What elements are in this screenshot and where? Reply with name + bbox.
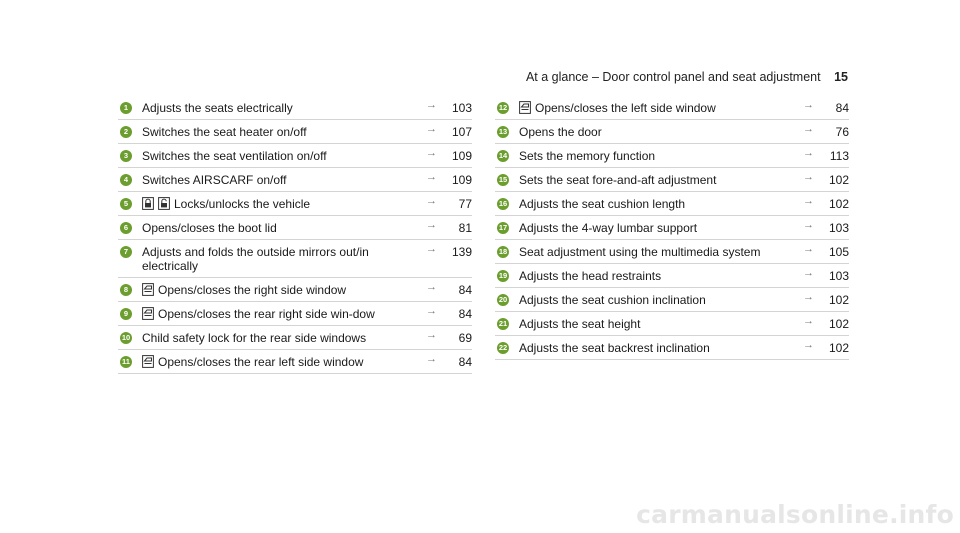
- item-description: [519, 341, 803, 355]
- item-description: [519, 245, 803, 259]
- item-page-reference[interactable]: 103: [451, 101, 472, 115]
- item-text: Locks/unlocks the vehicle: [174, 197, 311, 211]
- item-text: Opens/closes the rear right side win-dow: [158, 307, 375, 321]
- arrow-right-icon: →: [803, 315, 814, 327]
- item-text: Sets the memory function: [519, 149, 656, 163]
- item-page-reference[interactable]: 84: [458, 283, 472, 297]
- item-number-badge: 18: [498, 247, 508, 257]
- arrow-right-icon: →: [426, 195, 437, 207]
- item-number-badge: 20: [498, 295, 508, 305]
- item-number-badge: 3: [120, 150, 132, 162]
- item-description: [142, 221, 426, 235]
- item-page-reference[interactable]: 105: [828, 245, 849, 259]
- item-description: [142, 125, 426, 139]
- item-number-badge: 7: [120, 246, 132, 258]
- item-page-reference[interactable]: 113: [829, 149, 849, 163]
- item-number-badge: 12: [498, 103, 508, 113]
- item-text: Seat adjustment using the multimedia system: [519, 245, 761, 259]
- lock-icon: [142, 197, 154, 210]
- item-description: [142, 197, 426, 211]
- list-item: [495, 312, 849, 336]
- list-item: [118, 216, 472, 240]
- item-text: Adjusts the seats electrically: [142, 101, 293, 115]
- item-page-reference[interactable]: 102: [828, 341, 849, 355]
- page-header: [526, 70, 848, 84]
- item-description: [519, 149, 803, 163]
- item-page-reference[interactable]: 102: [828, 293, 849, 307]
- item-page-reference[interactable]: 103: [828, 221, 849, 235]
- list-item: [495, 144, 849, 168]
- arrow-right-icon: →: [426, 147, 437, 159]
- arrow-right-icon: →: [803, 219, 814, 231]
- item-number-badge: 21: [498, 319, 508, 329]
- item-page-reference[interactable]: 84: [835, 101, 849, 115]
- list-item: [118, 278, 472, 302]
- header-title: At a glance – Door control panel and seat adjustment: [525, 70, 821, 84]
- item-number-badge: 11: [120, 356, 132, 368]
- item-number-badge: 8: [120, 284, 132, 296]
- item-text: Sets the seat fore-and-aft adjustment: [519, 173, 717, 187]
- item-page-reference[interactable]: 109: [451, 173, 472, 187]
- list-item: [118, 240, 472, 278]
- item-number-badge: 17: [498, 223, 508, 233]
- item-text: Adjusts the seat cushion length: [519, 197, 686, 211]
- list-item: [118, 192, 472, 216]
- item-text: Adjusts the 4-way lumbar support: [519, 221, 698, 235]
- item-page-reference[interactable]: 102: [828, 173, 849, 187]
- item-number-badge: 1: [120, 102, 132, 114]
- item-description: [519, 125, 803, 139]
- arrow-right-icon: →: [803, 171, 814, 183]
- item-text: Switches the seat heater on/off: [142, 125, 307, 139]
- item-text: Opens/closes the boot lid: [142, 221, 277, 235]
- item-page-reference[interactable]: 81: [458, 221, 472, 235]
- window-icon: [142, 307, 154, 320]
- item-page-reference[interactable]: 77: [458, 197, 472, 211]
- list-item: [495, 264, 849, 288]
- item-page-reference[interactable]: 76: [835, 125, 849, 139]
- item-number-badge: 10: [121, 333, 131, 343]
- list-item: [495, 120, 849, 144]
- list-item: [118, 96, 472, 120]
- item-description: [142, 173, 426, 187]
- window-icon: [142, 283, 154, 296]
- arrow-right-icon: →: [803, 267, 814, 279]
- watermark: carmanualsonline.info: [636, 500, 954, 529]
- item-number-badge: 19: [498, 271, 508, 281]
- list-item: [118, 120, 472, 144]
- item-text: Adjusts the head restraints: [519, 269, 662, 283]
- item-text: Child safety lock for the rear side windows: [142, 331, 367, 345]
- arrow-right-icon: →: [426, 305, 437, 317]
- item-page-reference[interactable]: 139: [451, 245, 472, 259]
- arrow-right-icon: →: [426, 281, 437, 293]
- arrow-right-icon: →: [426, 171, 437, 183]
- arrow-right-icon: →: [426, 243, 437, 255]
- arrow-right-icon: →: [803, 243, 814, 255]
- item-text: Opens/closes the rear left side window: [158, 355, 364, 369]
- list-item: [495, 240, 849, 264]
- item-text: Adjusts the seat height: [519, 317, 641, 331]
- item-number-badge: 15: [498, 175, 508, 185]
- arrow-right-icon: →: [803, 147, 814, 159]
- item-page-reference[interactable]: 102: [828, 197, 849, 211]
- item-description: [519, 293, 803, 307]
- item-description: [519, 173, 803, 187]
- list-item: [495, 216, 849, 240]
- arrow-right-icon: →: [803, 99, 814, 111]
- arrow-right-icon: →: [803, 123, 814, 135]
- item-description: [142, 355, 426, 369]
- list-item: [495, 288, 849, 312]
- item-text: Opens/closes the left side window: [535, 101, 716, 115]
- item-number-badge: 5: [120, 198, 132, 210]
- item-text: Opens the door: [519, 125, 602, 139]
- item-number-badge: 6: [120, 222, 132, 234]
- item-number-badge: 4: [120, 174, 132, 186]
- item-page-reference[interactable]: 103: [828, 269, 849, 283]
- item-number-badge: 14: [498, 151, 508, 161]
- item-description: [519, 269, 803, 283]
- item-number-badge: 2: [120, 126, 132, 138]
- arrow-right-icon: →: [426, 99, 437, 111]
- item-description: [142, 245, 426, 273]
- header-page-number: 15: [834, 70, 848, 84]
- window-icon: [519, 101, 531, 114]
- item-description: [519, 221, 803, 235]
- arrow-right-icon: →: [426, 353, 437, 365]
- list-item: [495, 168, 849, 192]
- item-page-reference[interactable]: 107: [451, 125, 472, 139]
- item-description: [142, 149, 426, 163]
- item-number-badge: 13: [498, 127, 508, 137]
- item-description: [519, 101, 803, 115]
- list-item: [495, 96, 849, 120]
- item-text: Opens/closes the right side window: [158, 283, 347, 297]
- list-item: [118, 168, 472, 192]
- list-item: [118, 350, 472, 374]
- item-page-reference[interactable]: 69: [458, 331, 472, 345]
- item-number-badge: 9: [120, 308, 132, 320]
- item-text: Adjusts the seat cushion inclination: [519, 293, 706, 307]
- arrow-right-icon: →: [803, 339, 814, 351]
- arrow-right-icon: →: [426, 329, 437, 341]
- item-page-reference[interactable]: 109: [451, 149, 472, 163]
- arrow-right-icon: →: [803, 195, 814, 207]
- right-item-list: [495, 96, 849, 360]
- item-text: Adjusts the seat backrest inclination: [519, 341, 710, 355]
- item-number-badge: 22: [498, 343, 508, 353]
- list-item: [118, 302, 472, 326]
- item-description: [142, 101, 426, 115]
- arrow-right-icon: →: [426, 123, 437, 135]
- left-item-list: [118, 96, 472, 374]
- item-text: Switches the seat ventilation on/off: [142, 149, 327, 163]
- list-item: [118, 144, 472, 168]
- item-description: [519, 317, 803, 331]
- list-item: [495, 336, 849, 360]
- arrow-right-icon: →: [426, 219, 437, 231]
- item-description: [142, 307, 426, 321]
- window-icon: [142, 355, 154, 368]
- item-page-reference[interactable]: 84: [458, 307, 472, 321]
- item-number-badge: 16: [498, 199, 508, 209]
- list-item: [118, 326, 472, 350]
- item-description: [142, 331, 426, 345]
- item-description: [519, 197, 803, 211]
- item-text: Adjusts and folds the outside mirrors out/in electrically: [142, 245, 369, 273]
- item-page-reference[interactable]: 84: [458, 355, 472, 369]
- list-item: [495, 192, 849, 216]
- item-page-reference[interactable]: 102: [828, 317, 849, 331]
- unlock-icon: [158, 197, 170, 210]
- item-text: Switches AIRSCARF on/off: [142, 173, 287, 187]
- item-description: [142, 283, 426, 297]
- arrow-right-icon: →: [803, 291, 814, 303]
